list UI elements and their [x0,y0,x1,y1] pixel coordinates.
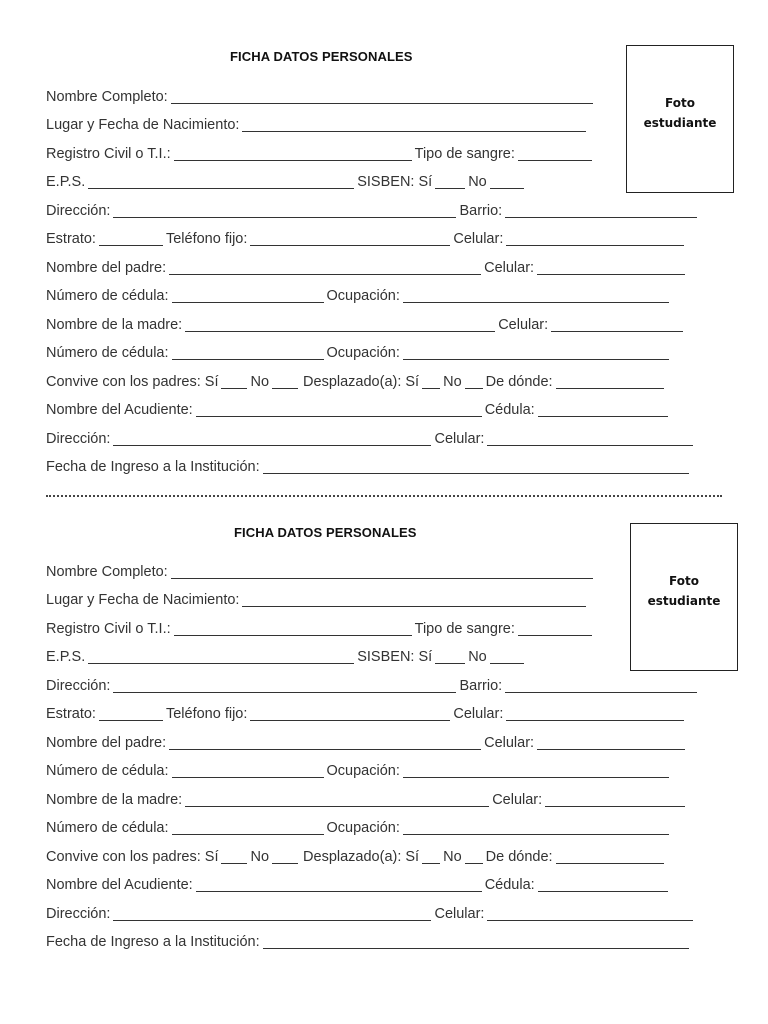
field-sisben-no[interactable] [490,174,524,189]
field-registro-civil[interactable] [174,621,412,636]
row-madre-cedula [46,817,672,837]
field-celular[interactable] [506,706,684,721]
label-nombre-padre: Nombre del padre: [46,260,167,276]
label-celular: Celular: [453,231,504,247]
photo-label-line1: Foto [669,574,699,588]
photo-label-line1: Foto [665,96,695,110]
photo-label-line2: estudiante [643,116,717,130]
field-de-donde[interactable] [556,849,664,864]
field-padre-cedula[interactable] [172,288,324,303]
label-direccion: Dirección: [46,203,111,219]
label-madre-ocupacion: Ocupación: [326,820,400,836]
field-tipo-sangre[interactable] [518,146,592,161]
field-fecha-ingreso[interactable] [263,459,689,474]
field-sisben-si[interactable] [435,649,465,664]
label-desplazado-si: Desplazado(a): Sí [303,849,420,865]
label-barrio: Barrio: [459,678,503,694]
row-direccion-barrio [46,200,700,220]
field-barrio[interactable] [505,203,697,218]
row-acudiente [46,874,671,894]
label-convive-no: No [250,374,270,390]
field-convive-si[interactable] [221,849,247,864]
row-nombre-madre [46,789,688,809]
label-eps: E.P.S. [46,174,86,190]
field-desplazado-si[interactable] [422,849,440,864]
label-nombre-madre: Nombre de la madre: [46,792,183,808]
field-padre-celular[interactable] [537,260,685,275]
field-madre-celular[interactable] [545,792,685,807]
field-acudiente-celular[interactable] [487,431,693,446]
label-registro-civil: Registro Civil o T.I.: [46,621,171,637]
field-padre-ocupacion[interactable] [403,763,669,778]
field-acudiente-cedula[interactable] [538,877,668,892]
label-acudiente-cedula: Cédula: [484,402,535,418]
field-direccion[interactable] [113,678,456,693]
field-madre-ocupacion[interactable] [403,820,669,835]
field-eps[interactable] [88,649,354,664]
field-nombre-padre[interactable] [169,260,481,275]
label-barrio: Barrio: [459,203,503,219]
field-convive-no[interactable] [272,374,298,389]
label-estrato: Estrato: [46,706,96,722]
label-telefono-fijo: Teléfono fijo: [165,231,248,247]
field-fecha-ingreso[interactable] [263,934,689,949]
label-madre-cedula: Número de cédula: [46,345,169,361]
field-nombre-acudiente[interactable] [196,877,482,892]
row-nombre-completo [46,86,596,106]
photo-label-line2: estudiante [647,594,721,608]
label-padre-ocupacion: Ocupación: [326,288,400,304]
label-convive-si: Convive con los padres: Sí [46,849,219,865]
field-telefono-fijo[interactable] [250,231,450,246]
row-convive-desplazado [46,371,667,391]
field-desplazado-no[interactable] [465,849,483,864]
label-nombre-madre: Nombre de la madre: [46,317,183,333]
field-padre-celular[interactable] [537,735,685,750]
field-sisben-si[interactable] [435,174,465,189]
field-acudiente-direccion[interactable] [113,906,431,921]
field-de-donde[interactable] [556,374,664,389]
label-madre-celular: Celular: [492,792,543,808]
field-registro-civil[interactable] [174,146,412,161]
row-acudiente-direccion [46,428,696,448]
row-nombre-padre [46,257,688,277]
field-acudiente-direccion[interactable] [113,431,431,446]
label-nombre-acudiente: Nombre del Acudiente: [46,877,193,893]
label-lugar-fecha-nacimiento: Lugar y Fecha de Nacimiento: [46,592,240,608]
field-nombre-madre[interactable] [185,792,489,807]
field-telefono-fijo[interactable] [250,706,450,721]
form-title: FICHA DATOS PERSONALES [230,49,413,64]
cut-line-divider [46,495,722,497]
row-eps-sisben [46,646,527,666]
row-lugar-fecha-nacimiento [46,114,589,134]
row-nombre-padre [46,732,688,752]
field-nombre-acudiente[interactable] [196,402,482,417]
field-direccion[interactable] [113,203,456,218]
field-acudiente-celular[interactable] [487,906,693,921]
label-padre-ocupacion: Ocupación: [326,763,400,779]
label-nombre-padre: Nombre del padre: [46,735,167,751]
label-nombre-completo: Nombre Completo: [46,564,168,580]
row-acudiente-direccion [46,903,696,923]
label-direccion: Dirección: [46,678,111,694]
label-padre-cedula: Número de cédula: [46,288,169,304]
label-fecha-ingreso: Fecha de Ingreso a la Institución: [46,934,260,950]
label-sisben-no: No [468,174,487,190]
row-lugar-fecha-nacimiento [46,589,589,609]
label-desplazado-si: Desplazado(a): Sí [303,374,420,390]
label-celular: Celular: [453,706,504,722]
field-convive-si[interactable] [221,374,247,389]
label-sisben-no: No [468,649,487,665]
label-de-donde: De dónde: [485,374,553,390]
field-eps[interactable] [88,174,354,189]
photo-box [630,523,738,671]
field-convive-no[interactable] [272,849,298,864]
field-madre-ocupacion[interactable] [403,345,669,360]
field-madre-cedula[interactable] [172,345,324,360]
field-celular[interactable] [506,231,684,246]
row-nombre-completo [46,561,596,581]
field-nombre-completo[interactable] [171,89,593,104]
row-fecha-ingreso [46,931,692,951]
label-sisben-si: SISBEN: Sí [357,174,433,190]
row-convive-desplazado [46,846,667,866]
field-acudiente-cedula[interactable] [538,402,668,417]
label-acudiente-celular: Celular: [434,906,485,922]
label-tipo-sangre: Tipo de sangre: [414,621,515,637]
label-eps: E.P.S. [46,649,86,665]
label-padre-celular: Celular: [484,260,535,276]
field-madre-celular[interactable] [551,317,683,332]
field-padre-ocupacion[interactable] [403,288,669,303]
field-desplazado-no[interactable] [465,374,483,389]
label-madre-celular: Celular: [498,317,549,333]
photo-box [626,45,734,193]
field-estrato[interactable] [99,706,163,721]
label-convive-si: Convive con los padres: Sí [46,374,219,390]
row-estrato-telefono [46,228,687,248]
field-estrato[interactable] [99,231,163,246]
label-desplazado-no: No [443,374,462,390]
field-lugar-fecha-nacimiento[interactable] [242,592,586,607]
label-desplazado-no: No [443,849,462,865]
row-estrato-telefono [46,703,687,723]
field-lugar-fecha-nacimiento[interactable] [242,117,586,132]
label-nombre-acudiente: Nombre del Acudiente: [46,402,193,418]
field-sisben-no[interactable] [490,649,524,664]
label-estrato: Estrato: [46,231,96,247]
label-acudiente-celular: Celular: [434,431,485,447]
label-de-donde: De dónde: [485,849,553,865]
field-nombre-completo[interactable] [171,564,593,579]
label-acudiente-direccion: Dirección: [46,431,111,447]
label-nombre-completo: Nombre Completo: [46,89,168,105]
row-padre-cedula [46,285,672,305]
field-desplazado-si[interactable] [422,374,440,389]
field-padre-cedula[interactable] [172,763,324,778]
label-madre-ocupacion: Ocupación: [326,345,400,361]
field-barrio[interactable] [505,678,697,693]
label-fecha-ingreso: Fecha de Ingreso a la Institución: [46,459,260,475]
row-padre-cedula [46,760,672,780]
label-convive-no: No [250,849,270,865]
field-nombre-padre[interactable] [169,735,481,750]
field-nombre-madre[interactable] [185,317,495,332]
label-acudiente-cedula: Cédula: [484,877,535,893]
label-sisben-si: SISBEN: Sí [357,649,433,665]
field-tipo-sangre[interactable] [518,621,592,636]
label-telefono-fijo: Teléfono fijo: [165,706,248,722]
row-acudiente [46,399,671,419]
field-madre-cedula[interactable] [172,820,324,835]
row-registro-civil [46,143,595,163]
label-padre-celular: Celular: [484,735,535,751]
row-direccion-barrio [46,675,700,695]
row-madre-cedula [46,342,672,362]
row-fecha-ingreso [46,456,692,476]
label-acudiente-direccion: Dirección: [46,906,111,922]
row-eps-sisben [46,171,527,191]
label-lugar-fecha-nacimiento: Lugar y Fecha de Nacimiento: [46,117,240,133]
form-title: FICHA DATOS PERSONALES [234,525,417,540]
label-tipo-sangre: Tipo de sangre: [414,146,515,162]
row-registro-civil [46,618,595,638]
label-registro-civil: Registro Civil o T.I.: [46,146,171,162]
row-nombre-madre [46,314,686,334]
label-madre-cedula: Número de cédula: [46,820,169,836]
label-padre-cedula: Número de cédula: [46,763,169,779]
